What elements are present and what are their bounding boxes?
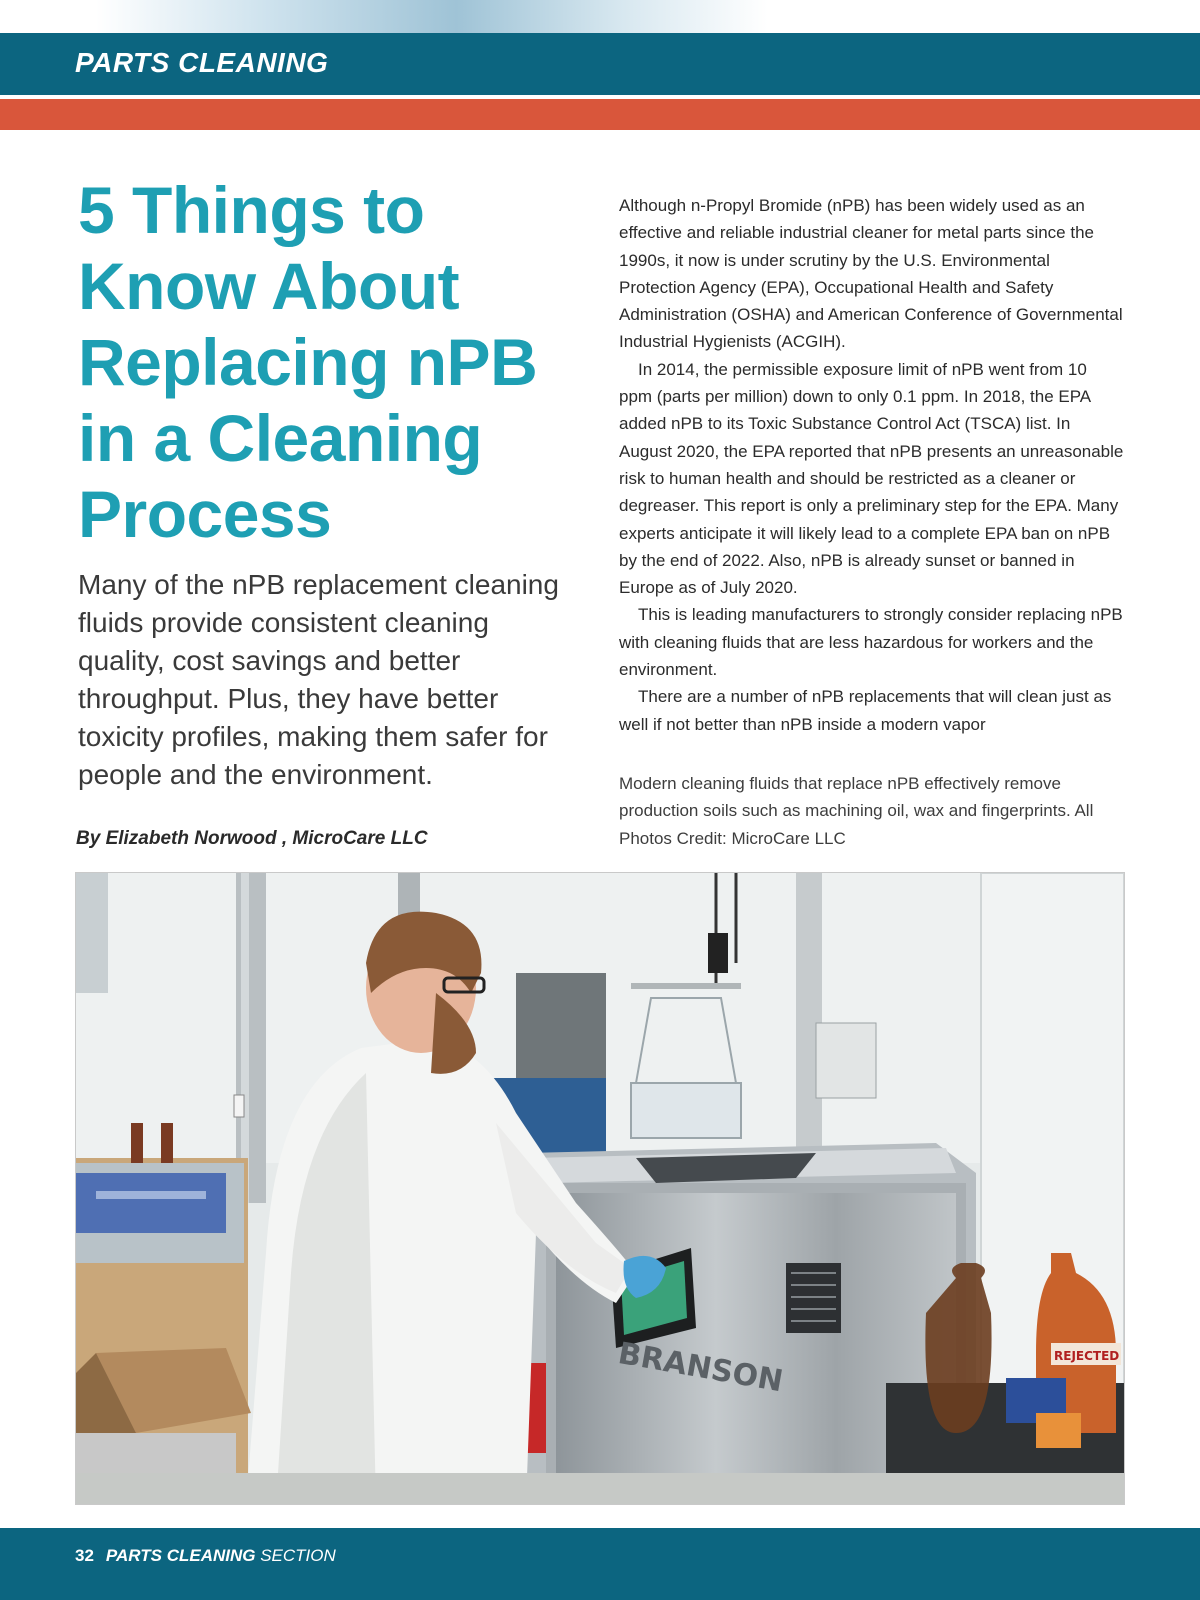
- body-paragraph: Although n-Propyl Bromide (nPB) has been widely used as an effective and reliable industrial cleaner for metal parts since the 1990s, it now is under scrutiny by the U.S. Environmental Protection Agency (EPA), Occupational Health and Safety Administration (OSHA) and American Conference of Governmental Industrial Hygienists (ACGIH).: [619, 196, 1123, 352]
- body-paragraph: In 2014, the permissible exposure limit of nPB went from 10 ppm (parts per million) down to only 0.1 ppm. In 2018, the EPA added nPB to its Toxic Substance Control Act (TSCA) list. In August 2020, the EPA reported that nPB presents an unreasonable risk to human health and should be restricted as a cleaner or degreaser. This report is only a preliminary step for the EPA. Many experts anticipate it will likely lead to a complete EPA ban on nPB by the end of 2022. Also, nPB is already sunset or banned in Europe as of July 2020.: [619, 359, 1124, 598]
- lab-photo: [75, 872, 1125, 1505]
- article-body: [619, 192, 1124, 738]
- byline: By Elizabeth Norwood , MicroCare LLC: [76, 828, 428, 849]
- footer-section: PARTS CLEANING: [105, 1546, 256, 1565]
- header-texture: [0, 0, 1200, 33]
- header-accent-stripe: [0, 99, 1200, 130]
- body-paragraph: This is leading manufacturers to strongly consider replacing nPB with cleaning fluids that are less hazardous for workers and the environment.: [619, 605, 1123, 680]
- photo-caption: Modern cleaning fluids that replace nPB effectively remove production soils such as machining oil, wax and fingerprints. All Photos Credit: MicroCare LLC: [619, 774, 1094, 848]
- jug-label-text: REJECTED: [1054, 1349, 1120, 1363]
- section-label: PARTS CLEANING: [75, 47, 329, 78]
- footer-folio: [75, 1546, 336, 1566]
- machine-brand-text: BRANSON: [615, 1335, 786, 1400]
- article-title: 5 Things to Know About Replacing nPB in a Cleaning Process: [78, 173, 538, 551]
- page-footer: [0, 1528, 1200, 1600]
- footer-section-suffix: SECTION: [260, 1546, 336, 1565]
- section-header-band: [0, 33, 1200, 95]
- body-paragraph: There are a number of nPB replacements that will clean just as well if not better than nPB inside a modern vapor: [619, 687, 1112, 734]
- article-deck: Many of the nPB replacement cleaning fluids provide consistent cleaning quality, cost savings and better throughput. Plus, they have better toxicity profiles, making them safer for people and the environment.: [78, 569, 559, 790]
- page-number: 32: [75, 1546, 94, 1565]
